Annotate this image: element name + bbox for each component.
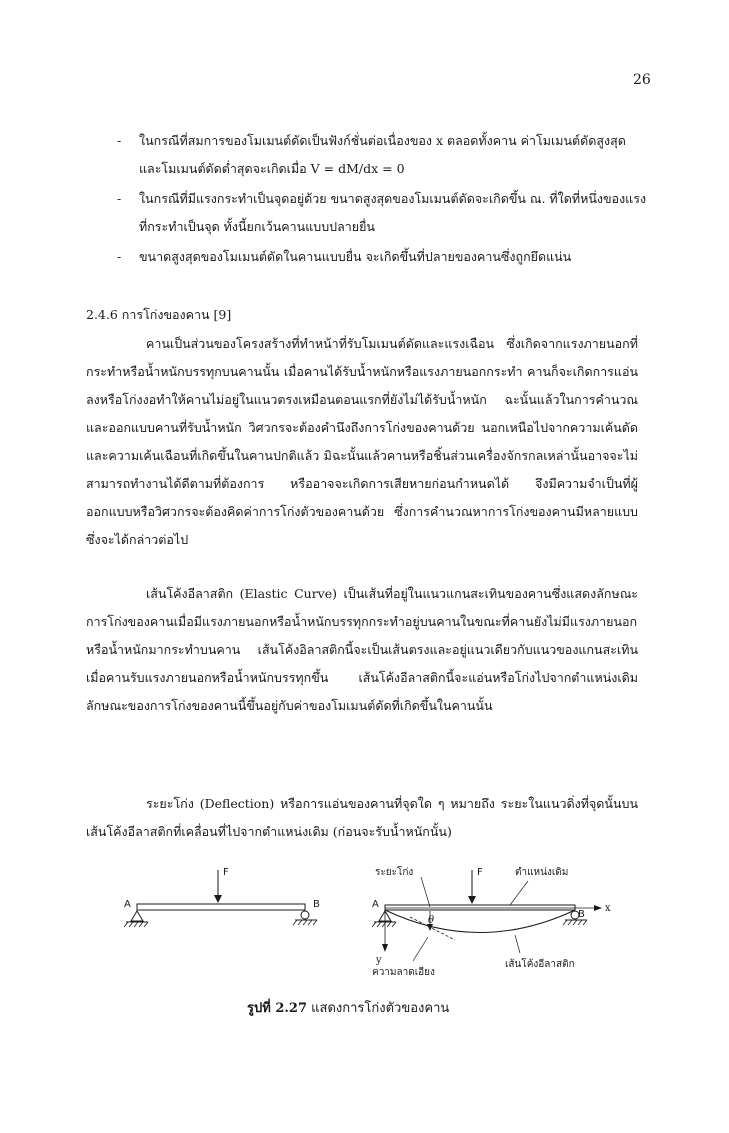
elastic-curve [385, 910, 575, 933]
theta-label: θ [428, 915, 435, 926]
left-support-b-label: B [313, 899, 320, 910]
y-axis-arrowhead [382, 944, 388, 952]
list-item [117, 185, 647, 241]
paragraph-beam-deflection [86, 330, 638, 554]
list-item [117, 243, 647, 271]
right-support-a-label: A [372, 899, 379, 910]
right-beam-original [385, 905, 575, 910]
caption-label: รูปที่ 2.27 [247, 1001, 307, 1016]
right-force-arrowhead [468, 896, 476, 904]
deflection-leader [421, 877, 430, 907]
left-roller-support [301, 911, 309, 919]
y-axis-label: y [376, 955, 382, 966]
bullet-text: ขนาดสูงสุดของโมเมนต์ดัดในคานแบบยื่น จะเกิดขึ้นที่ปลายของคานซึ่งถูกยึดแน่น [139, 249, 572, 264]
beam-deflection-figure [110, 855, 650, 985]
original-position-leader [510, 881, 528, 905]
right-support-b-label: B [578, 909, 585, 920]
bullet-text: ในกรณีที่สมการของโมเมนต์ดัดเป็นฟังก์ชั่นต่อเนื่องของ x ตลอดทั้งคาน ค่าโมเมนต์ดัดสูงสุด และโมเมนต์ดัดต่ำสุดจะเกิดเมื่อ V = dM/dx = 0 [139, 133, 626, 176]
paragraph-text: คานเป็นส่วนของโครงสร้างที่ทำหน้าที่รับโมเมนต์ดัดและแรงเฉือน ซึ่งเกิดจากแรงภายนอกที่กระทำหรือน้ำหนักบรรทุกบนคานนั้น เมื่อคานได้รับน้ำหนักหรือแรงภายนอกกระทำ คานก็จะเกิดการแอ่นลงหรือโก่งงอทำให้คานไม่อยู่ในแนวตรงเหมือนตอนแรกที่ยังไม่ได้รับน้ำหนัก ฉะนั้นแล้วในการคำนวณและออกแบบคานที่รับน้ำหนัก วิศวกรจะต้องคำนึงถึงการโก่งของคานด้วย นอกเหนือไปจากความเค้นดัดและความเค้นเฉือนที่เกิดขึ้นในคานปกติแล้ว มิฉะนั้นแล้วคานหรือชิ้นส่วนเครื่องจักรกลเหล่านั้นอาจจะไม่สามารถทำงานได้ดีตามที่ต้องการ หรืออาจจะเกิดการเสียหายก่อนกำหนดได้ จึงมีความจำเป็นที่ผู้ออกแบบหรือวิศวกรจะต้องคิดค่าการโก่งตัวของคานด้วย ซึ่งการคำนวณหาการโก่งของคานมีหลายแบบ ซึ่งจะได้กล่าวต่อไป [86, 336, 638, 547]
slope-leader [413, 937, 428, 961]
paragraph-text: ระยะโก่ง (Deflection) หรือการแอ่นของคานที่จุดใด ๆ หมายถึง ระยะในแนวดิ่งที่จุดนั้นบนเส้นโค้งอีลาสติกที่เคลื่อนที่ไปจากตำแหน่งเดิม (ก่อนจะรับน้ำหนักนั้น) [86, 796, 638, 839]
original-position-label: ตำแหน่งเดิม [515, 867, 569, 878]
paragraph-deflection [86, 790, 638, 846]
elastic-curve-leader [515, 935, 520, 953]
bullet-dash: - [117, 133, 122, 148]
page-number: 26 [633, 72, 651, 88]
bullet-dash: - [117, 191, 122, 206]
bullet-text: ในกรณีที่มีแรงกระทำเป็นจุดอยู่ด้วย ขนาดสูงสุดของโมเมนต์ดัดจะเกิดขึ้น ณ. ที่ใดที่หนึ่งของแรงที่กระทำเป็นจุด ทั้งนี้ยกเว้นคานแบบปลายยื่น [139, 191, 647, 234]
figure-caption [247, 997, 449, 1018]
right-force-label: F [477, 867, 483, 878]
x-axis-label: x [605, 903, 611, 914]
left-beam-diagram [124, 867, 320, 927]
paragraph-text: เส้นโค้งอีลาสติก (Elastic Curve) เป็นเส้นที่อยู่ในแนวแกนสะเทินของคานซึ่งแสดงลักษณะการโก่งของคานเมื่อมีแรงภายนอกหรือน้ำหนักบรรทุกกระทำอยู่บนคานในขณะที่คานยังไม่มีแรงภายนอก หรือน้ำหนักมากระทำบนคาน เส้นโค้งอิลาสติกนี้จะเป็นเส้นตรงและอยู่แนวเดียวกับแนวของแกนสะเทิน เมื่อคานรับแรงภายนอกหรือน้ำหนักบรรทุกขึ้น เส้นโค้งอีลาสติกนี้จะแอ่นหรือโก่งไปจากตำแหน่งเดิม ลักษณะของการโก่งของคานนี้ขึ้นอยู่กับค่าของโมเมนต์ดัดที่เกิดขึ้นในคานนั้น [86, 586, 638, 713]
caption-text: แสดงการโก่งตัวของคาน [311, 1001, 450, 1016]
bullet-dash: - [117, 249, 122, 264]
deflection-label: ระยะโก่ง [375, 867, 414, 878]
left-force-label: F [223, 867, 229, 878]
slope-label: ความลาดเอียง [372, 967, 435, 978]
left-force-arrowhead [214, 895, 222, 903]
list-item [117, 127, 647, 183]
left-pin-support [131, 911, 143, 921]
paragraph-elastic-curve [86, 580, 638, 720]
x-axis-arrowhead [594, 905, 602, 911]
elastic-curve-label: เส้นโค้งอีลาสติก [505, 959, 575, 970]
right-beam-diagram [372, 865, 611, 978]
bullet-list [117, 127, 647, 273]
left-beam [137, 904, 305, 910]
section-title: 2.4.6 การโก่งของคาน [9] [86, 307, 232, 322]
left-support-a-label: A [124, 899, 131, 910]
